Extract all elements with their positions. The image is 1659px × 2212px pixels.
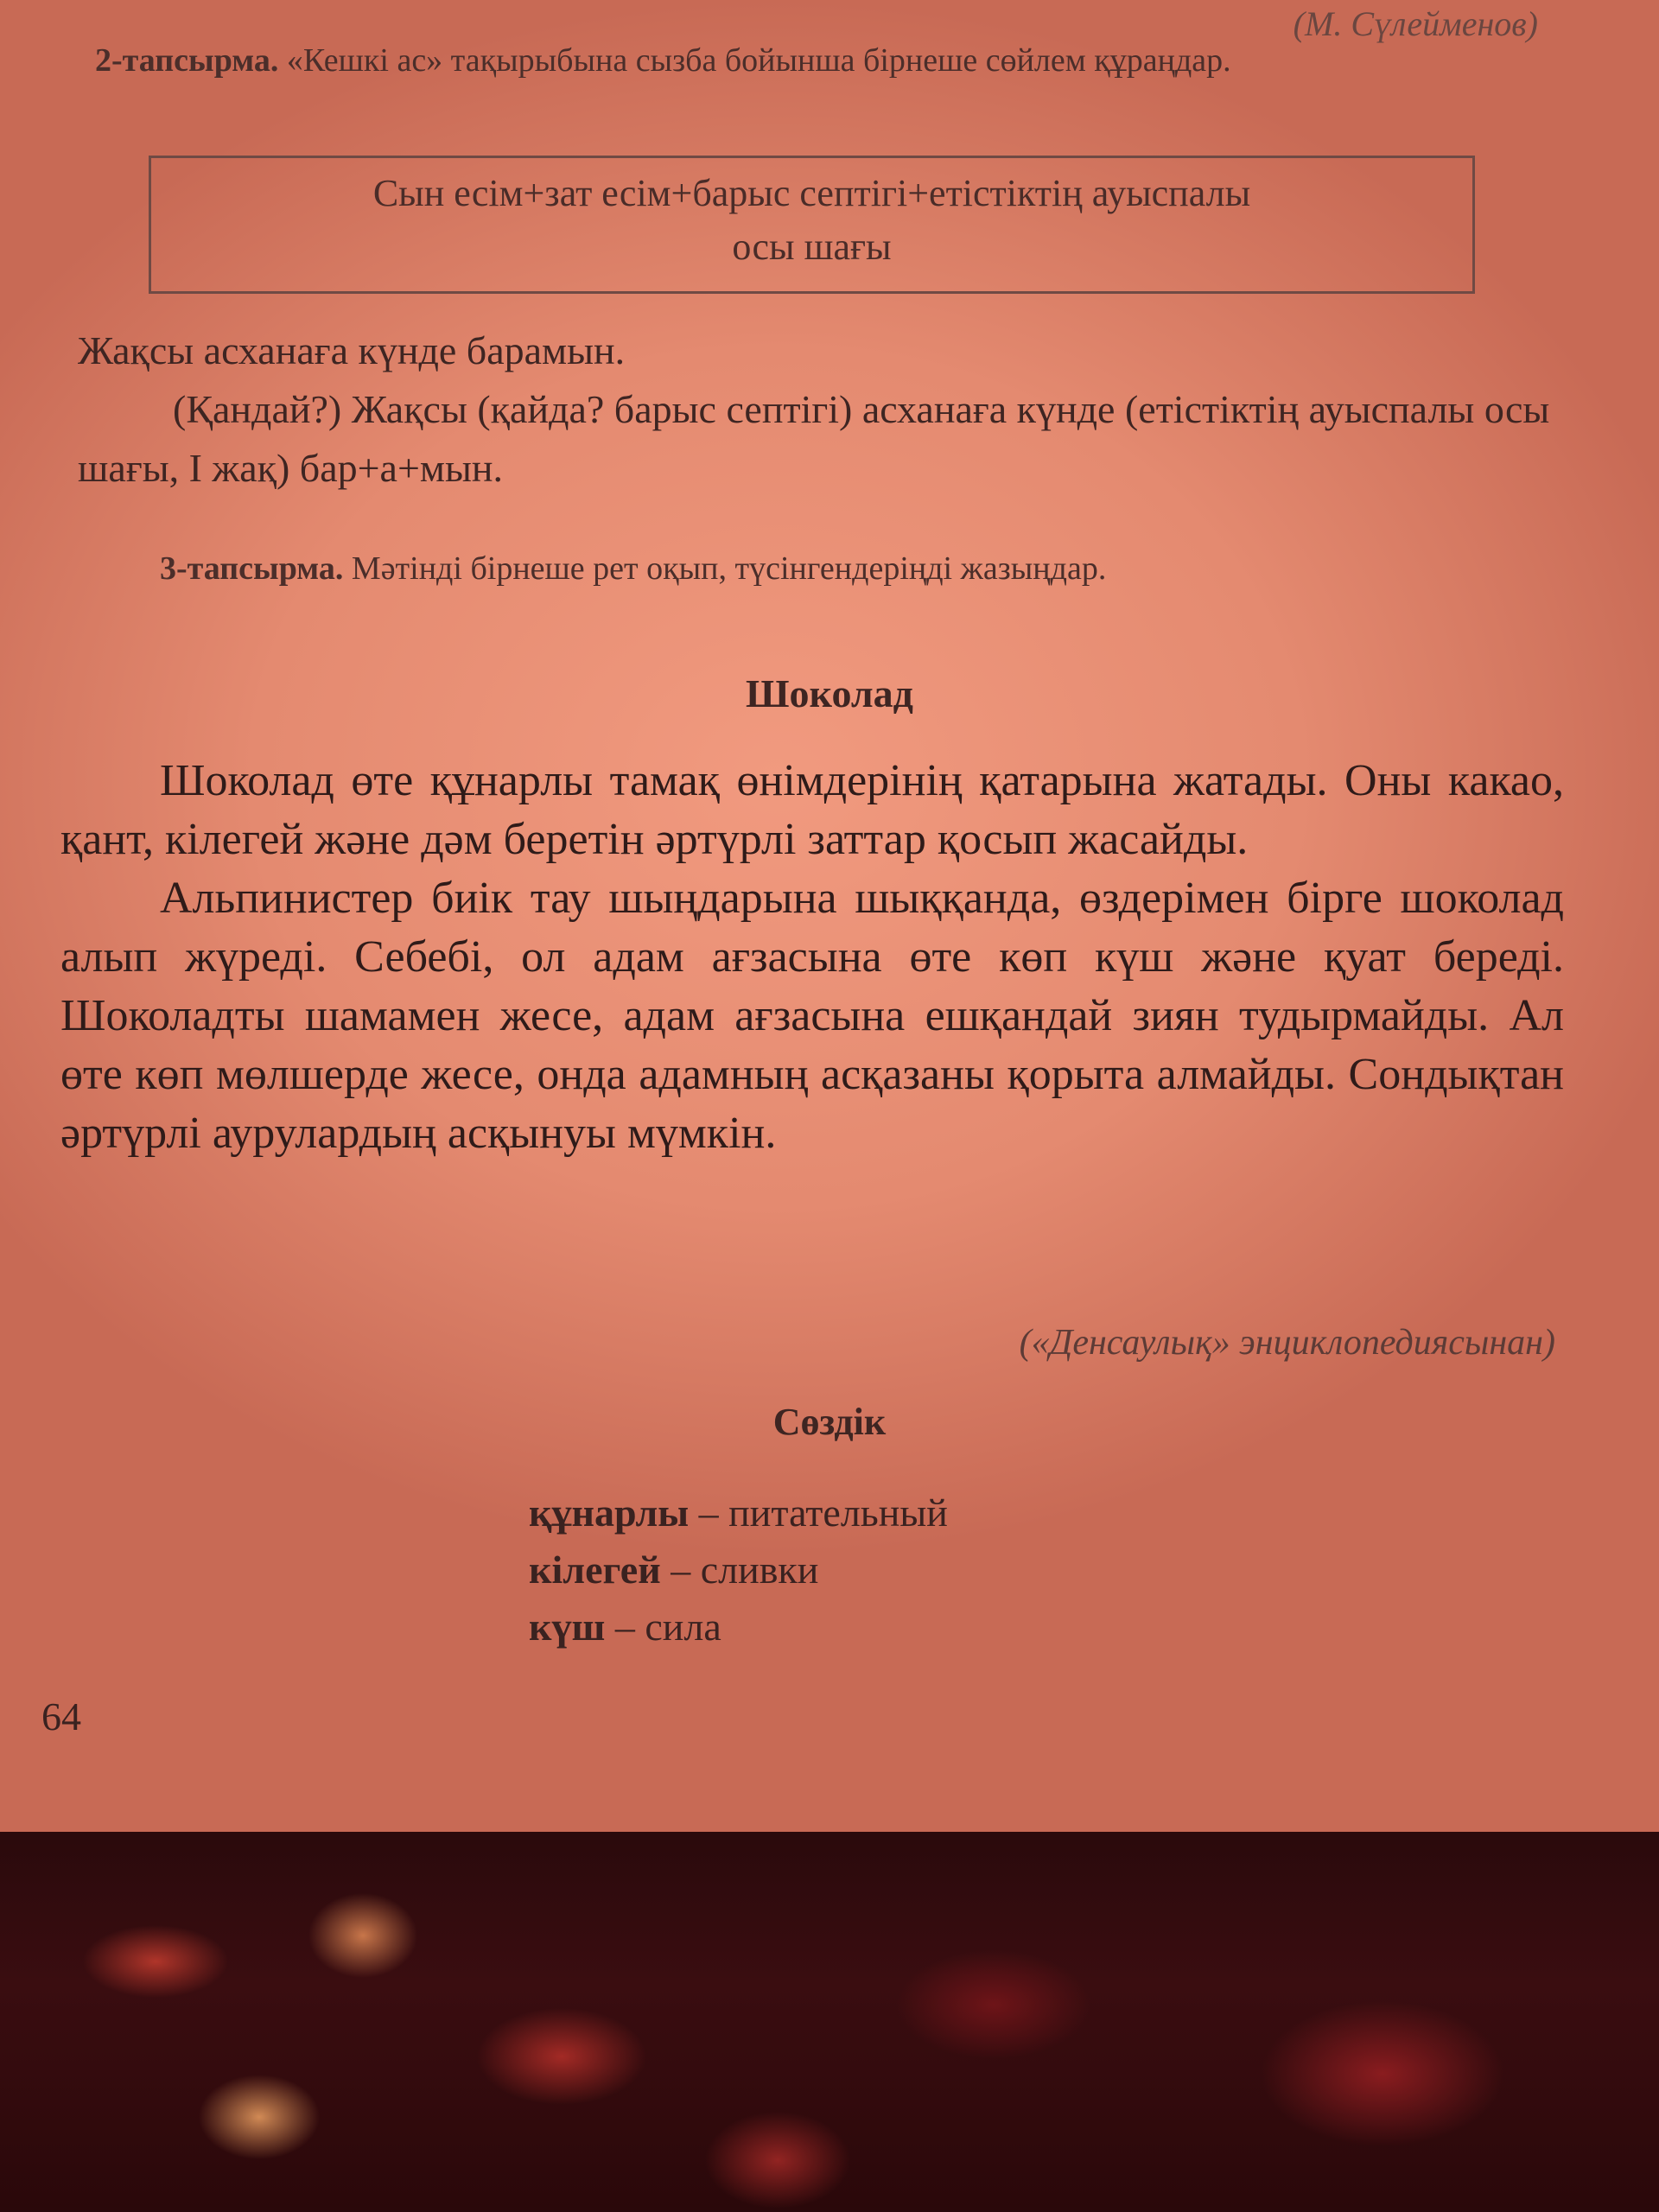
dictionary-entry [529, 1541, 948, 1599]
dictionary-word: күш [529, 1605, 606, 1649]
example-analysis: (Қандай?) Жақсы (қайда? барыс септігі) асханаға күнде (етістіктің ауыспалы осы шағы, I жақ) бар+а+мын. [78, 387, 1550, 490]
paragraph-1: Шоколад өте құнарлы тамақ өнімдерінің қатарына жатады. Оны какао, қант, кілегей және дәм беретін әртүрлі заттар қосып жасайды. [60, 756, 1564, 864]
poem-source: (М. Сүлейменов) [1293, 4, 1538, 43]
dictionary-translation: сливки [700, 1548, 819, 1592]
dictionary-title: Сөздік [772, 1401, 887, 1443]
paragraph-2: Альпинистер биік тау шыңдарына шыққанда, өздерімен бірге шоколад алып жүреді. Себебі, ол адам ағзасына өте көп күш және қуат береді. Шоколадты шамамен жесе, адам ағзасына ешқандай зиян тудырмайды. Ал өте көп мөлшерде жесе, онда адамның асқазаны қорыта алмайды. Сондықтан әртүрлі аурулардың асқынуы мүмкін. [60, 874, 1564, 1158]
scheme-box [149, 156, 1475, 294]
task-2-label: 2-тапсырма. [95, 42, 279, 79]
dictionary-entry [529, 1484, 948, 1541]
dictionary-dash: – [689, 1491, 729, 1535]
dictionary-word: құнарлы [529, 1491, 690, 1535]
dictionary-translation: сила [645, 1605, 721, 1649]
dictionary-dash: – [660, 1548, 701, 1592]
task-3-text: Мәтінді бірнеше рет оқып, түсінгендеріңді жазыңдар. [351, 550, 1107, 587]
dictionary-entry [529, 1599, 948, 1656]
task-2-text: «Кешкі ас» тақырыбына сызба бойынша бірнеше сөйлем құраңдар. [286, 42, 1231, 79]
example-block [78, 321, 1564, 498]
task-3 [78, 544, 1564, 593]
task-3-label: 3-тапсырма. [160, 550, 344, 587]
text-title: Шоколад [746, 671, 913, 715]
example-sentence: Жақсы асханаға күнде барамын. [78, 328, 626, 372]
dictionary-translation: питательный [728, 1491, 948, 1535]
dictionary-word: кілегей [529, 1548, 661, 1592]
reading-text [60, 752, 1564, 1163]
scheme-line-1: Сын есім+зат есім+барыс септігі+етістіктің ауыспалы [372, 172, 1251, 214]
page-number: 64 [41, 1694, 81, 1738]
task-2 [95, 36, 1547, 85]
dictionary-dash: – [605, 1605, 645, 1649]
scheme-line-2: осы шағы [732, 226, 892, 268]
dictionary-list [529, 1484, 948, 1656]
carpet-background [0, 1832, 1659, 2212]
text-source: («Денсаулық» энциклопедиясынан) [1019, 1323, 1555, 1363]
